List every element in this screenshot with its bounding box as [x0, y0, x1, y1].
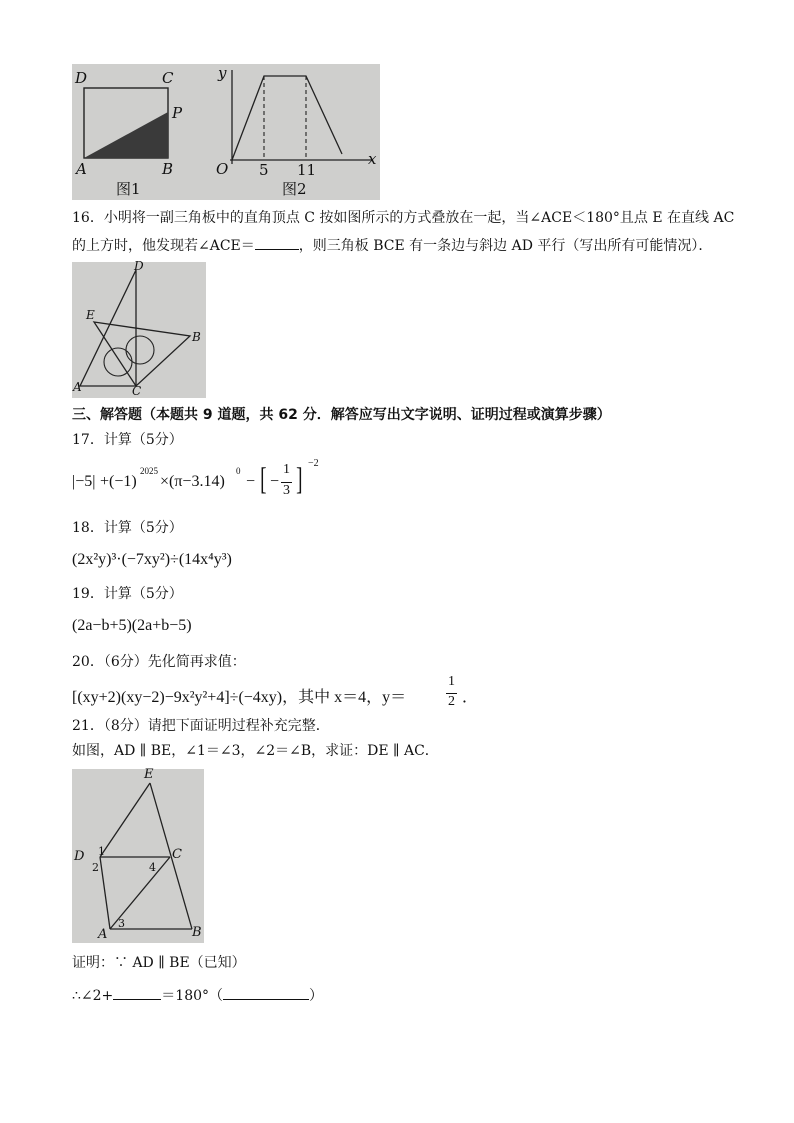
fig2-label-y: y	[218, 64, 227, 82]
fig1-caption: 图1	[116, 180, 141, 198]
q21-proof-line1: 证明：∵ AD ∥ BE（已知）	[72, 955, 246, 971]
q21-angle-1: 1	[98, 845, 105, 858]
fig2-tick-11: 11	[297, 161, 317, 179]
q17-minus: −	[246, 473, 256, 490]
q18-label: 18．计算（5分）	[72, 520, 183, 536]
fig1-label-c: C	[162, 69, 174, 87]
q17-exp-0: 0	[236, 466, 241, 476]
q21-line-da	[100, 857, 110, 929]
fig2-label-x: x	[368, 150, 377, 168]
q21-blank-reason	[223, 985, 309, 1000]
q20-frac-num: 1	[448, 674, 455, 689]
q21-blank-angle	[113, 985, 161, 1000]
q17-frac-num: 1	[283, 462, 290, 477]
q21-line-eb	[150, 783, 192, 929]
q16-line2	[72, 235, 712, 256]
q17-exp-neg2: −2	[308, 458, 319, 469]
q21-label-d: D	[74, 849, 85, 864]
q19-label: 19．计算（5分）	[72, 586, 183, 602]
q17-bracket-right: ]	[296, 460, 303, 496]
q16-label-a: A	[73, 380, 82, 394]
q20-frac-den: 2	[448, 694, 455, 709]
q21-proof-line2	[72, 985, 323, 1006]
q20-label: 20．（6分）先化简再求值：	[72, 654, 246, 670]
q16-line2-a: 的上方时，他发现若∠ACE＝	[72, 238, 255, 254]
q21-label: 21．（8分）请把下面证明过程补充完整．	[72, 718, 330, 734]
q21-line-de	[100, 783, 150, 857]
q16-line2-b: ，则三角板 BCE 有一条边与斜边 AD 平行（写出所有可能情况）．	[298, 238, 713, 254]
fig1-label-d: D	[75, 69, 88, 87]
q16-circle-1	[104, 348, 132, 376]
q16-label-d: D	[134, 259, 144, 273]
q17-bracket-left: [	[260, 460, 267, 496]
q21-label-e: E	[144, 767, 154, 782]
section-3-title: 三、解答题（本题共 9 道题，共 62 分．解答应写出文字说明、证明过程或演算步骤）	[72, 407, 611, 423]
q16-triangle-bce	[94, 322, 190, 386]
q16-triangle-acd	[80, 270, 136, 386]
q16-figure-svg	[72, 262, 206, 398]
q20-end: ．	[462, 689, 479, 706]
q17-times-pi: ×(π−3.14)	[160, 473, 225, 490]
fig1-shaded-triangle	[84, 112, 168, 158]
q16-answer-blank	[255, 235, 299, 250]
fig2-label-o: O	[216, 160, 229, 178]
q17-exp-2025: 2025	[140, 466, 158, 476]
q16-label-e: E	[86, 308, 95, 322]
q16-line1: 16．小明将一副三角板中的直角顶点 C 按如图所示的方式叠放在一起，当∠ACE＜180°且点 E 在直线 AC	[72, 210, 735, 226]
q21-figure-svg	[72, 769, 204, 943]
q16-label-c: C	[132, 384, 142, 398]
fig1-label-b: B	[162, 160, 174, 178]
q17-neg: −	[270, 473, 280, 490]
q17-frac-den: 3	[283, 483, 290, 498]
q21-angle-4: 4	[149, 861, 156, 874]
q17-label: 17．计算（5分）	[72, 432, 183, 448]
fig2-caption: 图2	[282, 180, 307, 198]
q21-label-a: A	[98, 927, 108, 942]
fig1-label-a: A	[76, 160, 87, 178]
fig1-label-p: P	[172, 104, 183, 122]
q21-given: 如图，AD ∥ BE，∠1＝∠3，∠2＝∠B，求证：DE ∥ AC．	[72, 743, 439, 759]
q21-angle-3: 3	[118, 917, 125, 930]
q21-label-c: C	[172, 847, 182, 862]
q18-expression: (2x²y)³·(−7xy²)÷(14x⁴y³)	[72, 551, 232, 568]
q21-proof2-b: ＝180°（	[161, 988, 224, 1004]
q16-circle-2	[126, 336, 154, 364]
q19-expression: (2a−b+5)(2a+b−5)	[72, 617, 192, 634]
q21-angle-2: 2	[92, 861, 99, 874]
fig2-graph-line	[232, 76, 342, 160]
figure-1-2-photo	[72, 64, 380, 200]
q16-label-b: B	[192, 330, 201, 344]
q17-plus-neg1: +(−1)	[100, 473, 137, 490]
q17-abs: |−5|	[72, 473, 96, 490]
q20-expr-text: [(xy+2)(xy−2)−9x²y²+4]÷(−4xy)，其中 x＝4，y＝	[72, 689, 407, 706]
q21-proof2-c: ）	[309, 988, 324, 1004]
q16-figure-photo	[72, 259, 206, 398]
fig2-tick-5: 5	[259, 161, 269, 179]
q21-proof2-a: ∴∠2+	[72, 988, 114, 1004]
q21-label-b: B	[192, 925, 202, 940]
q21-figure-photo	[72, 769, 204, 943]
